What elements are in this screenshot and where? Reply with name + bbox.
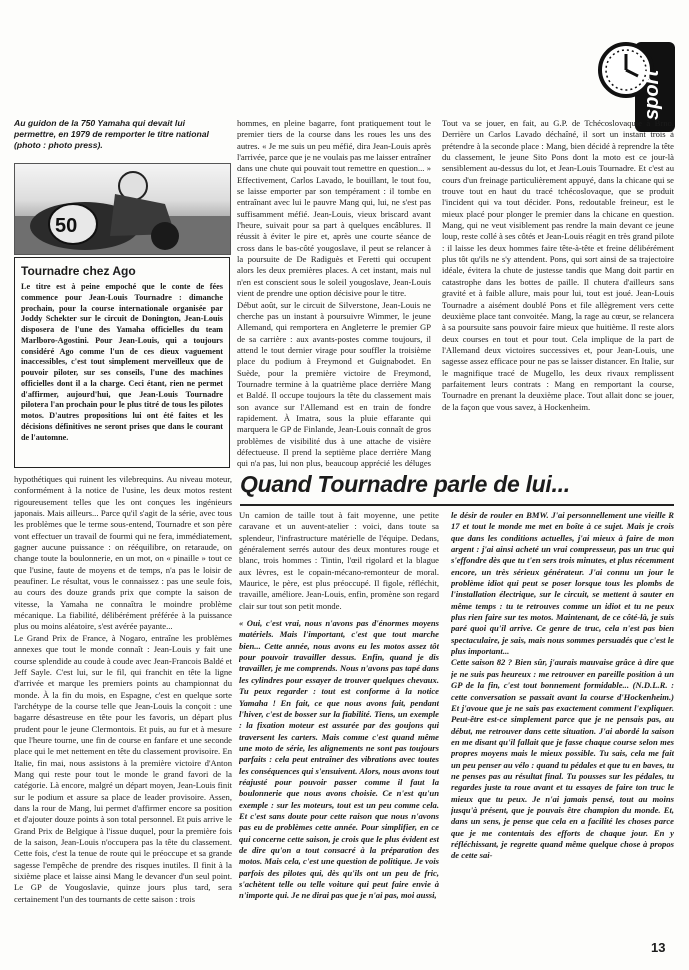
interview-intro: Un camion de taille tout à fait moyenne, une petite caravane et un auvent-atelier : voici, dans toute sa splendeur, l'infrastructure matérielle de l'équipe. Dedans, généralement serrés autour des deux montures rouge et blanc, trois hommes : Tintin, l'œil rigolard et la blague aux lèvres, est le copain-mécano-remonteur de moral. Maurice, le père, est plus préoccupé. Il figole, réfléchit, travaille, améliore. Jean-Louis, enfin, promène son regard clair sur tout son petit monde. (239, 510, 439, 611)
headline-rule (240, 504, 674, 506)
photo-caption: Au guidon de la 750 Yamaha qui devait lui permettre, en 1979 de remporter le titre national (photo : photo press). (14, 118, 209, 150)
racing-number: 50 (55, 215, 78, 237)
right-column-text: Tout va se jouer, en fait, au G.P. de Tchécoslovaquie à Brno. Derrière un Carlos Lavado déchaîné, il sort un instant trois à prétendre à la seconde place : Mang, bien décidé à reprendre la tête du classement, le jeune Sito Pons dont la moto est ce jour-là sensiblement au-dessus du lot, et Jean-Louis Tournadre. Et c'est au cours d'un freinage particulièrement appuyé, dans la chicane qui se trouve tout en haut du tracé tchécoslovaque, que se produit l'incident qui va tout décider. Pons, redoutable freineur, est le mieux placé pour plonger le premier dans la chicane en question. Mang, qui ne veut visiblement pas rendre la main devant ce jeune loup, reste collé à ses côtés et Jean-Louis réagit en très grand pilote : il laisse les deux hommes faire tête-à-tête et freine délibérément plus tôt qu'ils ne s'y attendent. Pons, qui sort ainsi de sa trajectoire idéale, évitera la chute de justesse tandis que Mang doit partir en catastrophe dans les bottes de paille. Il chutera d'ailleurs sans gravité et à faible allure, mais pour lui, tout est joué. Jean-Louis Tournadre a aisément doublé Pons et file allègrement vers cette deuxième place tant convoitée. Mang, la rage au cœur, se relancera à sa poursuite sans pouvoir faire mieux que huitième. Il reste alors deux courses en tout et pour tout. Cela implique de la part de l'Allemand deux victoires successives et, pour Jean-Louis, une sagesse assez efficace pour ne pas se laisser distancer. En Italie, sur le magnifique tracé de Mugello, les deux rivaux remplissent parfaitement leurs contrats : Mang en remportant la course, Tournadre en prenant la deuxième place. Tout allait donc se jouer, de la façon que vous savez, à Hockenheim. (442, 118, 674, 412)
page-number: 13 (651, 940, 666, 955)
left-column-text: hypothétiques qui ruinent les vilebrequins. Au niveau moteur, conformément à la notice de l'usine, les deux motos restent rigoureusement telles que les ont conçues les ingénieurs japonais. Mais ailleurs... Parce qu'il s'agit de la série, avec tous les problèmes que le terme sous-entend, Tournadre et son père vont effectuer un travail de fourmi qui ne fera, immédiatement, gagner aucune puissance : on rééquilibre, on retaraude, on change toute la boulonnerie, en un mot, on « pinaille » tout ce que l'usine, faute de moyens et de temps, n'a pas le loisir de peaufiner. Le résultat, vous le connaissez : pas une seule fois, au cours des douze grands prix que compte la saison de vitesse, la Yamaha ne connaîtra le moindre problème mécanique. La fiabilité, délibérément préférée à la puissance plus ou moins aléatoire, s'est avérée payante... Le Grand Prix de France, à Nogaro, entraîne les problèmes annexes que tout le monde connaît : Jean-Louis y fait une course splendide au coude à coude avec Jean-Francois Baldé et Jeff Sayle. C'est lui, sur le fil, qui franchit en tête la ligne d'arrivée et marque les premiers points au championnat du monde. À la fin du mois, en Espagne, c'est en quelque sorte l'archétype de la course telle que Jean-Louis la conçoit : une bagarre désastreuse en tête pour les favoris, un départ plus prudent pour le jeune Clermontois. Et puis, au fur et à mesure que l'heure tourne, une fin de course en fanfare et une seconde place qui le met nettement en tête du classement provisoire. En Italie, fin mai, nous assistons à la première victoire d'Anton Mang qui reste pour tout le monde le grand favori de la catégorie. Là encore, malgré un départ moyen, Jean-Louis finit sur le podium et assure sa place de leader provisoire. Assen, dans la rour de Mang, lui permet d'affirmer encore sa position et d'ajouter douze points à son total personnel. Et puis arrive le Grand Prix de Belgique à l'issue duquel, pour la première fois de la saison, Jean-Louis n'occupera pas la tête du classement. Cette fois, c'est la tenue de route qui le préoccupe et sa grande sagesse l'empêche de prendre des risques inutiles. Il finit à la sixième place et laisse ainsi Mang le devancer d'un seul point. Le GP de Yougoslavie, quinze jours plus tard, sera certainement l'un des tournants de cette saison : trois (14, 474, 232, 904)
interview-column-2: le désir de rouler en BMW. J'ai personnellement une vieille R 17 et tout le monde me met en boîte à ce sujet. Mais je crois que dans les conditions actuelles, j'ai mieux à faire de mon argent : j'ai ainsi acheté un vrai compresseur, pas un truc qui s'effondre dès que tu t'en sers trois minutes, et plus récemment encore, un très sérieux générateur. J'ai connu un jour le problème idiot qui peut se poser lorsque tous les plombs de l'installation électrique, sur le circuit, se mettent à sauter en même temps : tu te retrouves comme un idiot et tu ne peux plus rien faire sur tes motos. Maintenant, de ce côté-là, je suis paré quoi qu'il arrive. Ce genre de truc, cela n'est pas bien spectaculaire, je sais, mais nous sommes persuadés que c'est le plus important... Cette saison 82 ? Bien sûr, j'aurais mauvaise grâce à dire que je ne suis pas heureux : me retrouver en pareille position à un GP de la fin, c'est tout bonnement formidable... (N.D.L.R. : cette conversation se passait avant la course d'Hockenheim.) Et j'avoue que je ne sais pas exactement comment l'expliquer. Peut-être est-ce simplement parce que je ne pensais pas, au début, me retrouver dans cette situation. J'ai abordé la saison en me disant qu'il fallait que je fasse chaque course selon mes propres moyens mais le mieux possible. Tu sais, cela me fait un peu penser au vélo : quand tu pédales et que tu en baves, tu ne penses pas au résultat final. Tu pousses sur les pédales, tu regardes juste ta roue avant et tu essayes de faire ton truc le mieux que tu peux. Je n'ai jamais pensé, tout au moins jusqu'à présent, que je pouvais être champion du monde. Et, dans un sens, je pense que cela en a facilité les choses parce que je me contentais des efforts de chaque jour. En y réfléchissant, je regrette quand même quelque chose à propos de cette sai- (451, 510, 674, 861)
interview-quote: « Oui, c'est vrai, nous n'avons pas d'énormes moyens matériels. Mais l'important, c'est que tout marche bien... Cette année, nous avons eu les motos assez tôt pour pouvoir travailler dessus. Enfin, quand je dis travailler, je me comprends. Nous n'avons pas tapé dans les cylindres pour essayer de trouver quelques chevaux. Tu peux regarder : tout est conforme à la notice Yamaha ! En fait, ce que nous avons fait, pendant l'hiver, c'est de bosser sur la fiabilité. Tiens, un exemple : la fixation moteur est assurée par des goujons qui traversent les carters. Mais comme c'est quand même une moto de série, les alignements ne sont pas toujours parfaits : cela peut entraîner des vibrations avec toutes les conséquences qui s'ensuivent. Alors, nous avons tout réajusté pour pouvoir passer comme il faut la boulonnerie que nous avons choisie. Ce n'est qu'un exemple : sur les moteurs, tout est un peu comme cela. Et c'est sans doute pour cette raison que nous n'avons pas eu de problèmes cette année. Pour simplifier, en ce qui concerne cette saison, je crois que le plus évident est de dire qu'on a tout consacré à la préparation des motos. Mais cela, c'est une question de politique. Je vois parfois des pilotes qui, dès qu'ils ont un peu de fric, s'achètent telle ou telle voiture qui peut faire envie à n'importe qui. Je ne dirai pas que je n'ai pas, moi aussi, (239, 618, 439, 901)
sidebar-box (14, 257, 230, 468)
article-headline: Quand Tournadre parle de lui... (240, 471, 570, 497)
sport-logo-text: sport (641, 70, 663, 120)
interview-column-1 (239, 510, 439, 934)
sidebar-title: Tournadre chez Ago (21, 264, 136, 278)
motorcycle-photo-icon (15, 164, 230, 254)
sidebar-body: Le titre est à peine empoché que le conte de fées commence pour Jean-Louis Tournadre : dimanche prochain, pour la course internationale organisée par Joddy Schekter sur le circuit de Donington, Jean-Louis disposera de l'une des Yamaha officielles du team Marlboro-Agostini. Pour Jean-Louis, qui a toujours considéré Ago comme l'un de ces dieux vaguement inaccessibles, c'est tout simplement merveilleux que de pouvoir piloter, sur ses conseils, l'une des machines officielles dont il a la charge. Ceci étant, rien ne permet d'affirmer, aujourd'hui, que Jean-Louis Tournadre pilotera l'an prochain pour le plus titré de tous les pilotes motos. D'autres propositions lui ont été faites et les décisions définitives ne seront prises que dans le courant de l'automne. (21, 282, 223, 442)
middle-column-text: hommes, en pleine bagarre, font pratiquement tout le premier tiers de la course dans les roues les uns des autres. « Je me suis un peu méfié, dira Jean-Louis après l'arrivée, parce que je ne voulais pas me laisser entraîner dans une chute qui pouvait tout remettre en question... » Effectivement, Carlos Lavado, le bouillant, le tout fou, se laisse emporter par son tempérament : il tombe en entraînant avec lui le pauvre Mang qui, lui, ne s'est pas suffisamment méfié. Jean-Louis, vieux briscard avant l'heure, suivait pour sa part à quelques encâblures. Il réussit à éviter le pire et, après une courte séance de cross dans le bas-côté yougoslave, il peut se relancer à la poursuite de De Radiguès et Feretti qui occupent alors les deux premières places. A cet instant, mais nul n'en est conscient sous le soleil yougoslave, Jean-Louis vient de prendre une option décisive pour le titre. Début août, sur le circuit de Silverstone, Jean-Louis ne cherche pas un instant à poursuivre Wimmer, le jeune Allemand, qui remportera en Angleterre le premier GP de sa carrière : aux avants-postes comme toujours, il attend le tout dernier virage pour souffler la troisième place du podium à Freymond et Guignabodet. En Suède, pour la première victoire de Freymond, Tournadre termine à la quatrième place derrière Mang et Baldé. Il occupe toujours la tête du classement mais son avance sur l'Allemand est en train de fondre rapidement. À Imatra, sous la pluie effarante qui marquera le GP de Finlande, Jean-Louis connaît de gros problèmes de visibilité dus à une attache de visière défectueuse. Il prend la septième place derrière Mang qui n'a pas, lui non plus, beaucoup apprécié les déluges (237, 118, 431, 468)
motorcycle-photo (14, 163, 231, 255)
